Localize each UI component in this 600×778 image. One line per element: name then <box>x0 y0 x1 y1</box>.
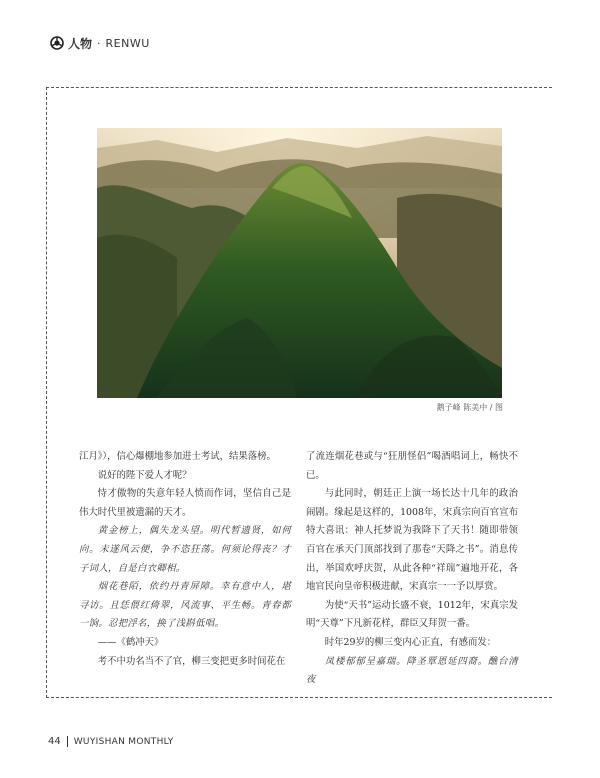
paragraph: 了流连烟花巷或与“狂朋怪侣”喝酒唱词上，畅快不已。 <box>306 451 518 481</box>
paragraph: 与此同时，朝廷正上演一场长达十几年的政治闹剧。缘起是这样的，1008年，宋真宗向百官宣布特大喜讯：神人托梦说为我降下了天书！随即带领百官在承天门顶部找到了那卷“天降之书”。消息传出，举国欢呼庆贺，从此各种“祥瑞”遍地开花，各地官民向皇帝积极进献，宋真宗一一予以厚赏。 <box>306 488 518 593</box>
left-column <box>79 448 291 671</box>
footer-divider <box>67 736 68 747</box>
paragraph: 说好的陛下爱人才呢？ <box>97 469 192 481</box>
right-column <box>306 448 518 690</box>
photo-caption: 鹅子峰 陈美中 / 图 <box>436 403 503 412</box>
mountain-photo <box>97 128 502 398</box>
page-number: 44 <box>48 736 61 747</box>
magazine-logo-icon <box>50 36 64 50</box>
paragraph: 考不中功名当不了官，柳三变把更多时间花在 <box>97 655 286 667</box>
section-header <box>50 34 150 52</box>
magazine-name: WUYISHAN MONTHLY <box>73 736 174 747</box>
paragraph: 为使“天书”运动长盛不衰，1012年，宋真宗发明“天尊”下凡新花样，群臣又拜贺一番。 <box>306 599 518 630</box>
paragraph: 恃才傲物的失意年轻人愤而作词，坚信自己是伟大时代里被遗漏的天才。 <box>79 488 291 518</box>
poem-stanza: 黄金榜上，偶失龙头望。明代暂遗贤，如何向。未遂风云便，争不恣狂荡。何须论得丧？才子词人，自是白衣卿相。 <box>79 525 291 574</box>
section-title-cn: 人物 <box>68 36 93 51</box>
paragraph: 江月》），信心爆棚地参加进士考试，结果落榜。 <box>79 451 276 462</box>
poem-stanza: 烟花巷陌，依约丹青屏障。幸有意中人，堪寻访。且恁偎红倚翠，风流事、平生畅。青春都一饷。忍把浮名，换了浅斟低唱。 <box>79 581 291 630</box>
poem-attribution: ——《鹤冲天》 <box>97 636 164 648</box>
section-title-en: RENWU <box>105 36 150 50</box>
page-footer <box>48 736 174 747</box>
section-separator: · <box>97 36 101 50</box>
poem-stanza: 凤楼郁郁呈嘉瑞。降圣覃恩延四裔。醮台清夜 <box>306 655 518 686</box>
paragraph: 时年29岁的柳三变内心正直，有感而发： <box>324 636 497 648</box>
